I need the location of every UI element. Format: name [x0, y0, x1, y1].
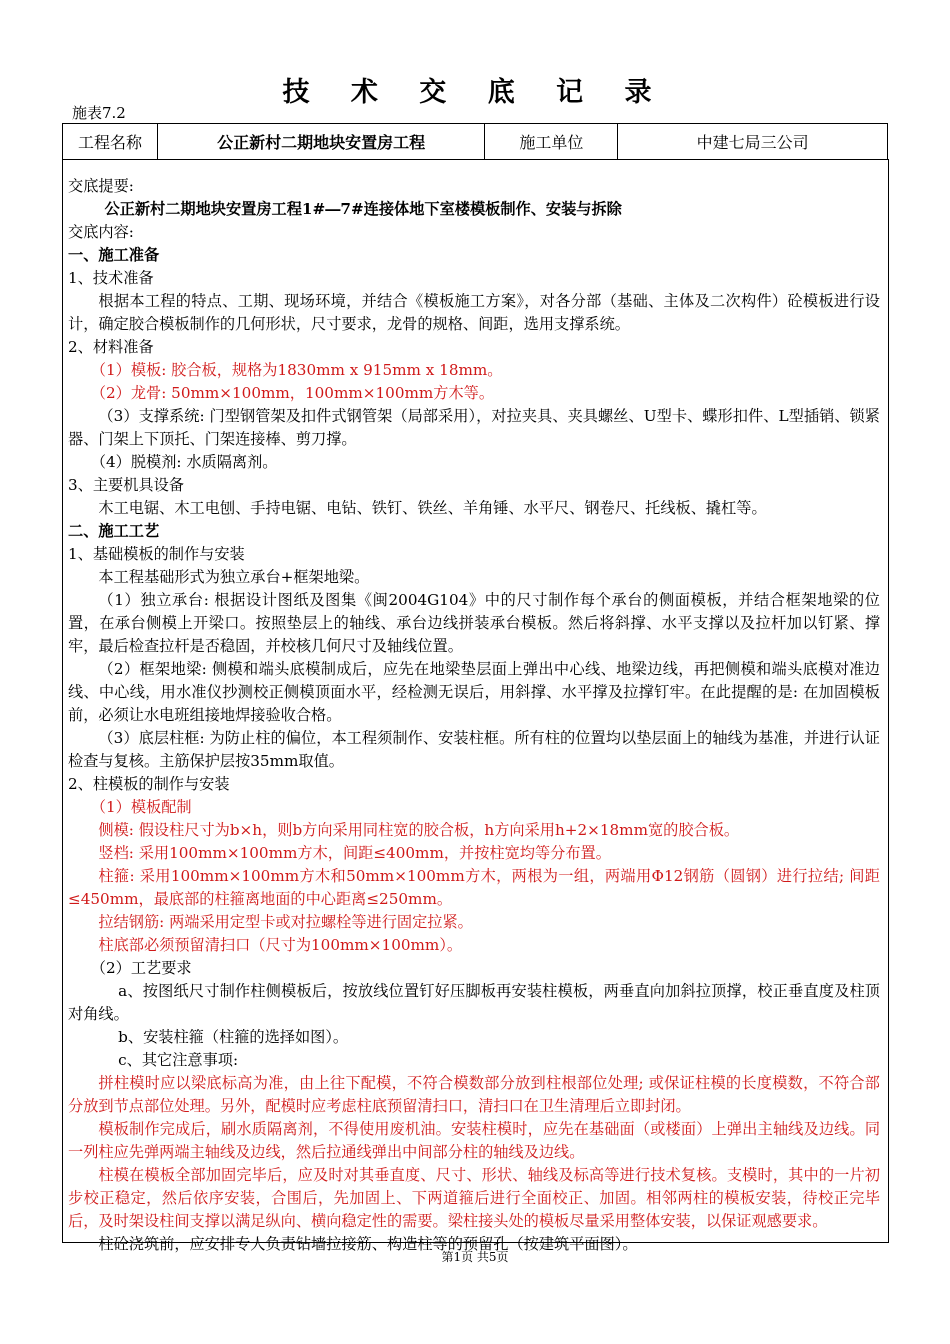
- section-2-1: 1、基础模板的制作与安装: [68, 545, 245, 563]
- material-keel: （2）龙骨: 50mm×100mm，100mm×100mm方木等。: [90, 384, 495, 402]
- document-title: 技 术 交 底 记 录: [282, 77, 668, 108]
- vertical-stop: 竖档: 采用100mm×100mm方木，间距≤400mm，并按柱宽均等分布置。: [98, 844, 611, 862]
- section-2-2-1: （1）模板配制: [90, 798, 192, 816]
- material-support: （3）支撑系统: 门型钢管架及扣件式钢管架（局部采用），对拉夹具、夹具螺丝、U型卡、蝶形扣件、L型插销、锁紧器、门架上下顶托、门架连接棒、剪刀撑。: [68, 407, 880, 448]
- project-name-value: 公正新村二期地块安置房工程: [157, 124, 485, 160]
- material-release-agent: （4）脱模剂: 水质隔离剂。: [90, 453, 278, 471]
- form-number: 施表7.2: [72, 104, 126, 122]
- header-table: [62, 123, 888, 160]
- process-req-b: b、安装柱箍（柱箍的选择如图）。: [118, 1028, 349, 1046]
- section-2-1-c: （3）底层柱框: 为防止柱的偏位，本工程须制作、安装柱框。所有柱的位置均以垫层面上的轴线为基准，并进行认证检查与复核。主筋保护层按35mm取值。: [68, 729, 880, 770]
- section-1-2: 2、材料准备: [68, 338, 154, 356]
- section-1-title: 一、施工准备: [68, 246, 160, 264]
- section-2-title: 二、施工工艺: [68, 522, 160, 540]
- project-name-label: 工程名称: [63, 124, 158, 160]
- construction-unit-label: 施工单位: [485, 124, 618, 160]
- column-hoop: 柱箍: 采用100mm×100mm方木和50mm×100mm方木，两根为一组，两端用Φ12钢筋（圆钢）进行拉结; 间距≤450mm，最底部的柱箍离地面的中心距离≤250mm。: [68, 867, 880, 908]
- section-1-1: 1、技术准备: [68, 269, 154, 287]
- section-1-1-text: 根据本工程的特点、工期、现场环境，并结合《模板施工方案》，对各分部（基础、主体及二次构件）砼模板进行设计，确定胶合模板制作的几何形状，尺寸要求，龙骨的规格、间距，选用支撑系统。: [68, 292, 880, 333]
- process-req-a: a、按图纸尺寸制作柱侧模板后，按放线位置钉好压脚板再安装柱模板，两垂直向加斜拉顶撑，校正垂直度及柱顶对角线。: [68, 982, 880, 1023]
- tie-rebar: 拉结钢筋: 两端采用定型卡或对拉螺栓等进行固定拉紧。: [98, 913, 473, 931]
- section-1-3: 3、主要机具设备: [68, 476, 184, 494]
- construction-unit-value: 中建七局三公司: [618, 124, 888, 160]
- cleanout-opening: 柱底部必须预留清扫口（尺寸为100mm×100mm）。: [98, 936, 463, 954]
- note-2: 模板制作完成后，刷水质隔离剂，不得使用废机油。安装柱模时，应先在基础面（或楼面）上弹出主轴线及边线。同一列柱应先弹两端主轴线及边线，然后拉通线弹出中间部分柱的轴线及边线。: [68, 1120, 880, 1161]
- material-formwork: （1）模板: 胶合板，规格为1830mm x 915mm x 18mm。: [90, 361, 503, 379]
- page-footer: 第1页 共5页: [441, 1250, 509, 1264]
- summary-label: 交底提要:: [68, 177, 134, 195]
- note-3: 柱模在模板全部加固完毕后，应及时对其垂直度、尺寸、形状、轴线及标高等进行技术复核。支模时，其中的一片初步校正稳定，然后依序安装，合围后，先加固上、下两道箍后进行全面校正、加固。相邻两柱的模板安装，待校正完毕后，及时架设柱间支撑以满足纵向、横向稳定性的需要。梁柱接头处的模板尽量采用整体安装，以保证观感要求。: [68, 1166, 880, 1230]
- content-body: [68, 175, 880, 1256]
- note-4: 柱砼浇筑前，应安排专人负责钻墙拉接筋、构造柱等的预留孔（按建筑平面图）。: [98, 1235, 638, 1253]
- section-2-2-2: （2）工艺要求: [90, 959, 192, 977]
- note-1: 拼柱模时应以梁底标高为准，由上往下配模，不符合模数部分放到柱根部位处理; 或保证柱模的长度模数，不符合部分放到节点部位处理。另外，配模时应考虑柱底预留清扫口，清扫口在卫生清理后立即封闭。: [68, 1074, 880, 1115]
- section-2-1-a: （1）独立承台: 根据设计图纸及图集《闽2004G104》中的尺寸制作每个承台的侧面模板，并结合框架地梁的位置，在承台侧模上开梁口。按照垫层上的轴线、承台边线拼装承台模板。然后将斜撑、水平支撑以及拉杆加以钉紧、撑牢，最后检查拉杆是否稳固，并校核几何尺寸及轴线位置。: [68, 591, 880, 655]
- section-2-2: 2、柱模板的制作与安装: [68, 775, 230, 793]
- summary-text: 公正新村二期地块安置房工程1#―7#连接体地下室楼模板制作、安装与拆除: [104, 200, 622, 218]
- section-2-1-b: （2）框架地梁: 侧模和端头底模制成后，应先在地梁垫层面上弹出中心线、地梁边线，再把侧模和端头底模对准边线、中心线，用水准仪抄测校正侧模顶面水平，经检测无误后，用斜撑、水平撑及拉撑钉牢。在此提醒的是: 在加固模板前，必须让水电班组接地焊接验收合格。: [68, 660, 880, 724]
- section-1-3-text: 木工电锯、木工电刨、手持电锯、电钻、铁钉、铁丝、羊角锤、水平尺、钢卷尺、托线板、撬杠等。: [98, 499, 767, 517]
- side-formwork: 侧模: 假设柱尺寸为b×h，则b方向采用同柱宽的胶合板，h方向采用h+2×18mm宽的胶合板。: [98, 821, 740, 839]
- process-req-c: c、其它注意事项:: [118, 1051, 239, 1069]
- section-2-1-intro: 本工程基础形式为独立承台+框架地梁。: [98, 568, 370, 586]
- content-label: 交底内容:: [68, 223, 134, 241]
